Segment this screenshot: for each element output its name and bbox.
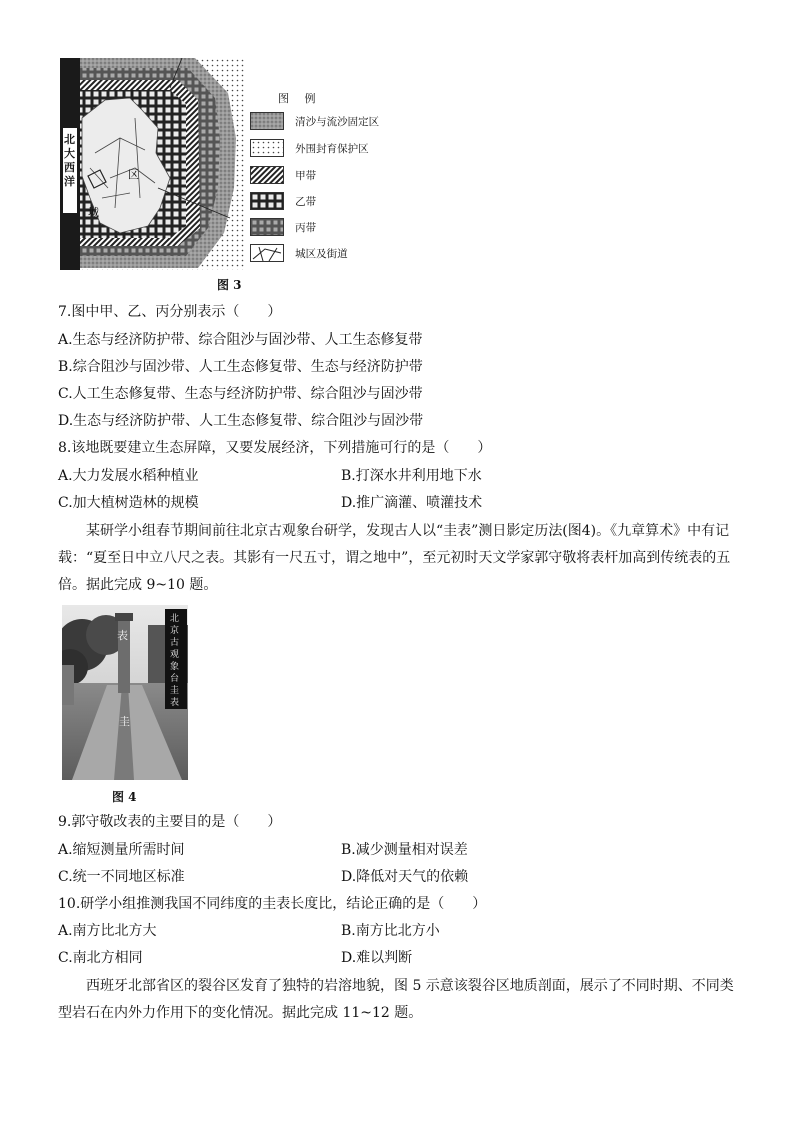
q10-stem: 10.研学小组推测我国不同纬度的圭表长度比，结论正确的是（ ） — [58, 896, 487, 912]
legend-label: 甲带 — [295, 170, 317, 182]
legend-item — [250, 216, 316, 236]
q8-stem: 8.该地既要建立生态屏障，又要发展经济，下列措施可行的是（ ） — [58, 440, 492, 456]
q8-option-a: A.大力发展水稻种植业 — [58, 468, 199, 484]
legend-label: 城区及街道 — [295, 248, 348, 260]
q7-option-d: D.生态与经济防护带、人工生态修复带、综合阻沙与固沙带 — [58, 413, 424, 429]
q7-stem: 7.图中甲、乙、丙分别表示（ ） — [58, 304, 282, 320]
q7-option-a: A.生态与经济防护带、综合阻沙与固沙带、人工生态修复带 — [58, 332, 423, 348]
legend-label: 外围封育保护区 — [295, 143, 369, 155]
q9-option-b: B.减少测量相对误差 — [341, 842, 468, 858]
q10-option-c: C.南北方相同 — [58, 950, 143, 966]
figure-4-caption: 图 4 — [112, 790, 137, 804]
legend-label: 乙带 — [295, 196, 317, 208]
photo-sign: 北京古观象台圭表 — [170, 614, 180, 708]
legend-item — [250, 137, 369, 157]
q10-option-d: D.难以判断 — [341, 950, 413, 966]
figure-3 — [60, 58, 390, 293]
stipple-swatch-icon — [250, 112, 284, 130]
legend-item — [250, 110, 379, 130]
q10-option-b: B.南方比北方小 — [341, 923, 440, 939]
legend-item — [250, 164, 316, 184]
passage-1: 某研学小组春节期间前往北京古观象台研学，发现古人以“圭表”测日影定历法(图4)。《九章算术》中有记载：“夏至日中立八尺之表。其影有一尺五寸，谓之地中”，至元初时天文学家郭守敬将表杆加高到传统表的五倍。据此完成 9~10 题。 — [58, 523, 731, 593]
land-use-map — [60, 58, 244, 270]
passage-2: 西班牙北部省区的裂谷区发育了独特的岩溶地貌，图 5 示意该裂谷区地质剖面，展示了不同时期、不同类型岩石在内外力作用下的变化情况。据此完成 11~12 题。 — [58, 978, 734, 1021]
legend-label: 丙带 — [295, 222, 317, 234]
photo-label-biao: 表 — [117, 629, 128, 642]
hatch-swatch-icon — [250, 166, 284, 184]
city-label-2: 城 — [88, 206, 99, 219]
cross-swatch-icon — [250, 192, 284, 210]
ocean-label: 北大西洋 — [64, 133, 75, 188]
grid-swatch-icon — [250, 218, 284, 236]
q9-option-c: C.统一不同地区标准 — [58, 869, 185, 885]
legend-item — [250, 190, 316, 210]
q8-option-c: C.加大植树造林的规模 — [58, 495, 199, 511]
q8-option-b: B.打深水井利用地下水 — [341, 468, 482, 484]
photo-label-gui: 圭 — [119, 715, 130, 728]
city-label-1: 区 — [128, 168, 139, 181]
legend-title: 图 例 — [278, 92, 322, 105]
figure-4 — [62, 605, 188, 805]
figure-3-caption: 图 3 — [217, 278, 242, 292]
legend-item — [250, 242, 348, 262]
q9-stem: 9.郭守敬改表的主要目的是（ ） — [58, 814, 282, 830]
q8-option-d: D.推广滴灌、喷灌技术 — [341, 495, 483, 511]
q9-option-d: D.降低对天气的依赖 — [341, 869, 469, 885]
dots-swatch-icon — [250, 139, 284, 157]
q9-option-a: A.缩短测量所需时间 — [58, 842, 185, 858]
streets-swatch-icon — [250, 244, 284, 262]
q7-option-b: B.综合阻沙与固沙带、人工生态修复带、生态与经济防护带 — [58, 359, 423, 375]
q7-option-c: C.人工生态修复带、生态与经济防护带、综合阻沙与固沙带 — [58, 386, 423, 402]
q10-option-a: A.南方比北方大 — [58, 923, 157, 939]
legend-label: 清沙与流沙固定区 — [295, 116, 380, 128]
